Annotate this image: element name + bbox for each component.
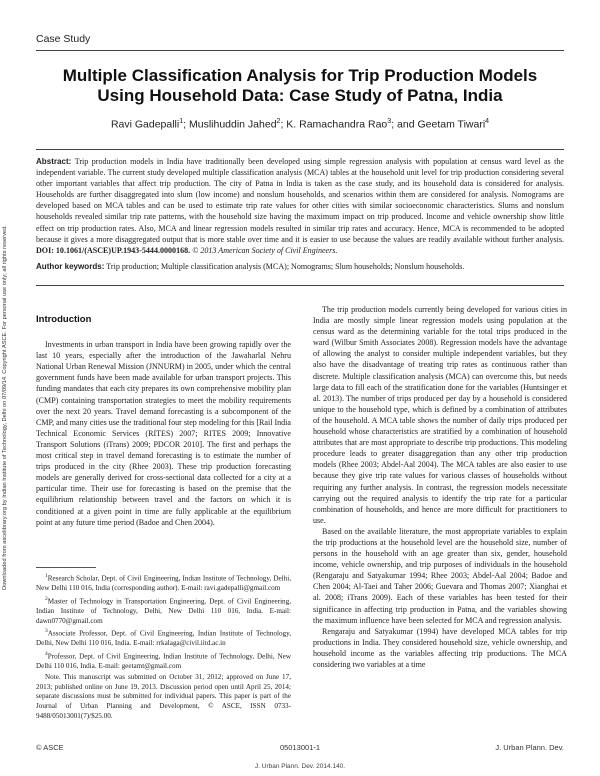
keywords-text: Trip production; Multiple classification analysis (MCA); Nomograms; Slum households; Nonslum households. [106,262,465,271]
author-list [40,118,560,131]
footnotes [36,572,291,722]
citation-line: J. Urban Plann. Dev. 2014.140. [254,763,346,770]
footnote: $^2$Master of Technology in Transportation Engineering, Dept. of Civil Engineering, Indian Institute of Technology, Delhi, New Delhi 110 016, India. E-mail: dawn0770@gmail.com [36,595,291,625]
author-affiliation-mark: 3 [387,118,392,125]
title-line-1: Multiple Classification Analysis for Trip Production Models [62,66,538,85]
section-label: Case Study [36,33,91,45]
copyright-notice: © 2013 American Society of Civil Engineers. [192,245,338,255]
author-separator: ; [280,118,287,131]
right-column [313,304,567,670]
paper-title [40,66,560,106]
footnote: $^4$Professor, Dept. of Civil Engineering, Indian Institute of Technology, Delhi, New Delhi 110 016, India. E-mail: geetamt@gmail.com [36,651,291,671]
author-affiliation-mark: 2 [276,118,281,125]
abstract-section [36,149,564,286]
author-affiliation-mark: 1 [179,118,184,125]
author-name: K. Ramachandra Rao [286,118,388,131]
abstract-text: Trip production models in India have traditionally been developed using simple regression analysis with population at census ward level as the independent variable. The current study developed multiple classification analysis (MCA) tables at the household unit level for trip production considering several other important variables that affect trip production. The city of Patna in India is taken as the case study, and its household data is considered for analysis. Households are further disaggregated into slum (low income) and nonslum households, and scenarios within them are considered for analysis. Nomograms are developed based on MCA tables and can be used to estimate trip rate values for other cities with similar socioeconomic characteristics. Slums and nonslum households revealed similar trip rate patterns, with the household size having the maximum impact on trip produced. Income and vehicle ownership show little effect on trip production rates. Also, MCA and linear regression models resulted in similar trip rates and accuracy. Hence, MCA is recommended to be adopted because it gives a more disaggregated output that is more stable over time and it is easier to use because the values are readily available without further analysis. [36,157,564,244]
footer-journal: J. Urban Plann. Dev. [495,743,564,752]
author-name: Muslihuddin Jahed [188,118,277,131]
footnote: $^3$Associate Professor, Dept. of Civil Engineering, Indian Institute of Technology, Delhi, New Delhi 110 016, India. E-mail: rrkalaga@civil.iitd.ac.in [36,628,291,648]
download-notice-text: Downloaded from ascelibrary.org by Indian Institute of Technology, Delhi on 07/09/14. Copyright ASCE. For personal use only; all rights reserved. [2,225,8,590]
footer-page-id: 05013001-1 [279,743,321,752]
footnote: $^1$Research Scholar, Dept. of Civil Engineering, Indian Institute of Technology, Delhi, New Delhi 110 016, India (corresponding author). E-mail: ravi.gadepalli@gmail.com [36,573,291,593]
manuscript-note: Note. This manuscript was submitted on October 31, 2012; approved on June 17, 2013; published online on June 19, 2013. Discussion period open until April 25, 2014; separate discussions must be submitted for individual papers. This paper is part of the Journal of Urban Planning and Development, © ASCE, ISSN 0733-9488/05013001(7)/$25.00. [36,672,291,720]
author-affiliation-mark: 4 [485,118,490,125]
keywords-label: Author keywords: [36,262,105,271]
body-paragraph: The trip production models currently being developed for various cities in India are mostly simple linear regression models using population at the census ward as the determining variable for the total trips produced in the ward (Wilbur Smith Associates 2008). Regression models have the advantage of allowing the analyst to consider multiple independent variables, but they also have the disadvantage of treating trip rates as continuous rather than discrete. Multiple classification analysis (MCA) can overcome this, but needs large data to fill each of the stratification done for the variables (Huntsinger et al. 2013). The number of trips produced per day by a household is considered unique to the household type, which is defined by a combination of attributes of the household. A MCA table shows the number of daily trips produced per household whose characteristics are stratified by a combination of household attributes that are most appropriate to describe trip productions. This modeling procedure leads to greater disaggregation than any other trip production models (Rhee 2003; Abdel-Aal 2004). The MCA tables are also easier to use because they give trip rate values for various classes of households without requiring any further analysis. In contrast, the regression models necessitate carrying out the required analysis to identify the trip rate for a particular combination of households, and hence are more difficult for practitioners to use. [313,305,567,525]
intro-paragraph: Investments in urban transport in India have been growing rapidly over the last 10 years, especially after the introduction of the Jawaharlal Nehru National Urban Renewal Mission (JNNURM) in 2005, under which the central government funds have been made available for urban transport projects. This funding mandates that each city prepares its own comprehensive mobility plan (CMP) containing transportation strategies to meet the mobility requirements over the next 20 years. Travel demand forecasting is a subcomponent of the CMP, and many cities use the traditional four step modeling for this [Rail India Technical Economic Services (RITES) 2007; RITES 2009; Innovative Transport Solutions (iTrans) 2009; PDCOR 2010]. The first and perhaps the most critical step in travel demand forecasting is to estimate the number of trips produced in the city (Rhee 2003). These trip production forecasting models are generally derived for cross-sectional data collected for a city at a particular time. Their use for forecasting is based on the premise that the equilibrium relationship between travel and the factors on which it is conditioned at a given point in time are fully applicable at the equilibrium point at any future time period (Badoe and Chen 2004). [36,340,291,527]
left-column [36,314,291,528]
header-rule [36,50,564,51]
title-line-2: Using Household Data: Case Study of Patna, India [97,86,503,105]
download-side-note [2,160,14,590]
body-paragraph: Based on the available literature, the most appropriate variables to explain the trip productions at the household level are the household size, number of persons in the household with an age greater than six, gender, household income, vehicle ownership, and trip purposes of individuals in the household (Rengaraju and Satyakumar 1994; Rhee 2003; Abdel-Aal 2004; Badoe and Chen 2004; Al-Taei and Taher 2006; Guevara and Thomas 2007; Xianghai et al. 2008; iTrans 2009). Each of these variables has been tested for their significance in affecting trip production in Patna, and the variables showing the maximum influence have been selected for MCA and regression analysis. [313,526,567,625]
footnote-rule [36,567,96,568]
abstract-label: Abstract: [36,157,72,166]
author-name: Ravi Gadepalli [110,118,180,131]
author-separator: ; and [391,118,418,131]
author-name: Geetam Tiwari [417,118,486,131]
introduction-heading: Introduction [36,314,92,325]
author-separator: ; [183,118,189,131]
body-paragraph: Rengaraju and Satyakumar (1994) have developed MCA tables for trip productions in India. They considered household size, vehicle ownership, and household income as the variables affecting trip productions. The MCA considering two variables at a time [313,626,567,669]
author-keywords [36,262,564,271]
abstract [36,156,564,256]
footer-copyright: © ASCE [36,743,64,752]
doi-link[interactable]: DOI: 10.1061/(ASCE)UP.1943-5444.0000168. [36,245,191,255]
